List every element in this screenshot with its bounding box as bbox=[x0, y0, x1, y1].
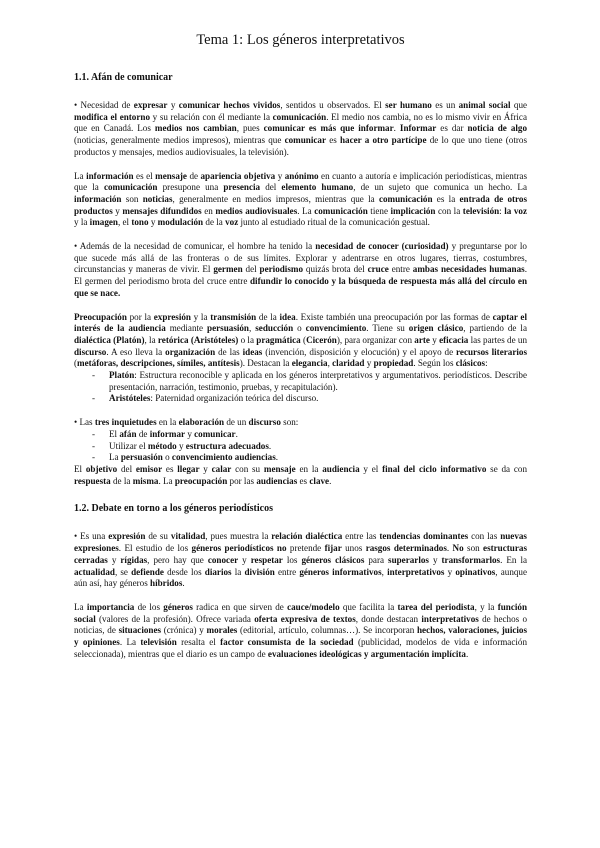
text-run: con su bbox=[231, 463, 264, 474]
bold-run: la voz bbox=[504, 205, 527, 216]
text-run: . Tiene su bbox=[366, 323, 409, 334]
bold-run: comunicar es más que informar bbox=[263, 123, 394, 134]
bold-run: discurso bbox=[74, 346, 107, 357]
bold-run: seducción bbox=[255, 323, 294, 334]
bold-run: nuevas expresiones bbox=[74, 531, 527, 554]
paragraph bbox=[74, 100, 527, 159]
bold-run: mensaje bbox=[263, 463, 296, 474]
bold-run: necesidad de conocer (curiosidad) bbox=[315, 241, 449, 252]
bold-run: comunicación bbox=[272, 111, 327, 122]
section-heading-2: 1.2. Debate en torno a los géneros periodísticos bbox=[74, 503, 273, 515]
text-run: o bbox=[293, 323, 306, 334]
text-run: : Paternidad organización teórica del discurso. bbox=[150, 393, 319, 404]
text-run: de los bbox=[134, 601, 164, 612]
text-run: se da con bbox=[486, 463, 528, 474]
text-run: La bbox=[74, 601, 87, 612]
text-run: y el bbox=[359, 463, 383, 474]
text-run: y su relación con él mediante la bbox=[150, 111, 273, 122]
list-item bbox=[74, 452, 527, 464]
document-title: Tema 1: Los géneros interpretativos bbox=[196, 32, 405, 48]
bold-run: noticias bbox=[142, 193, 173, 204]
bold-run: comunicación bbox=[314, 205, 368, 216]
text-run: Utilizar el bbox=[109, 440, 148, 451]
text-run: de un bbox=[224, 417, 249, 428]
bold-run: modulación bbox=[157, 217, 204, 228]
bold-run: Cicerón bbox=[306, 334, 337, 345]
text-run: de la bbox=[110, 475, 133, 486]
bold-run: expresión bbox=[153, 311, 191, 322]
text-run: • Necesidad de bbox=[74, 100, 134, 110]
bold-run: recursos literarios bbox=[456, 346, 527, 357]
text-run: o bbox=[162, 452, 172, 463]
text-run: unos bbox=[341, 543, 366, 554]
text-run: , aunque aún así, hay géneros bbox=[74, 566, 527, 589]
paragraph bbox=[74, 531, 527, 590]
bold-run: defiende bbox=[131, 566, 164, 577]
bold-run: tendencias dominantes bbox=[379, 531, 469, 542]
bold-run: mensajes difundidos bbox=[122, 205, 202, 216]
text-run: y bbox=[199, 463, 212, 474]
bold-run: televisión bbox=[462, 205, 500, 216]
text-run: , donde destacan bbox=[355, 613, 422, 624]
text-run: El bbox=[109, 428, 120, 439]
text-run: . La bbox=[297, 205, 315, 216]
bold-run: estructuras cerradas bbox=[74, 543, 527, 565]
bold-run: afán bbox=[119, 428, 137, 439]
bold-run: Informar bbox=[399, 123, 437, 134]
bold-run: imagen bbox=[89, 217, 118, 228]
text-run: de su bbox=[145, 531, 171, 542]
bold-run: interpretativos bbox=[421, 613, 479, 624]
text-run: en la bbox=[156, 417, 179, 428]
bold-run: comunicar hechos vividos bbox=[178, 100, 281, 110]
text-run: en cuanto a autoría e implicación periodísticas, mientras que la bbox=[74, 170, 527, 193]
bold-run: elaboración bbox=[178, 417, 225, 428]
bold-run: tres inquietudes bbox=[94, 417, 157, 428]
text-run: , el bbox=[117, 217, 132, 228]
text-run: y preguntarse por lo que sucede más allá de las fronteras o de sus límites. Explorar y adentrarse en otros lugares, tierras, costumbres, circunstancias y maneras de vivir. El bbox=[74, 241, 527, 275]
text-run: . bbox=[275, 452, 279, 463]
bold-run: idea bbox=[279, 311, 296, 322]
bold-run: convencimiento audiencias bbox=[171, 452, 276, 463]
text-run: es un bbox=[431, 100, 459, 110]
bold-run: comunicación bbox=[103, 182, 158, 193]
text-run: • Es una bbox=[74, 531, 109, 542]
text-run: : bbox=[499, 205, 505, 216]
text-run: . En la bbox=[500, 554, 528, 565]
bold-run: ambas necesidades humanas bbox=[412, 264, 525, 275]
bold-run: medios nos cambian bbox=[154, 123, 237, 134]
bold-run: cruce bbox=[367, 264, 389, 275]
text-run: , pues bbox=[236, 123, 264, 134]
text-run: que facilita la bbox=[339, 601, 398, 612]
bold-run: metáforas, descripciones, símiles, antítesis bbox=[77, 358, 240, 369]
text-run: . El medio nos cambia, no es lo mismo vivir en África que en Canadá. Los bbox=[74, 111, 527, 134]
bold-run: cauce/modelo bbox=[287, 601, 340, 612]
text-run: , bbox=[249, 323, 256, 334]
bold-run: comunicación bbox=[378, 193, 433, 204]
text-run: ( bbox=[74, 358, 78, 369]
text-run: (crónica) y bbox=[161, 625, 207, 636]
section-heading-1: 1.1. Afán de comunicar bbox=[74, 72, 173, 83]
text-run: pretende bbox=[286, 543, 325, 554]
text-run: es la bbox=[432, 193, 460, 204]
text-run: , pero hay que bbox=[147, 554, 208, 565]
bold-run: transmisión bbox=[210, 311, 257, 322]
bold-run: comunicar bbox=[284, 135, 327, 146]
text-run: La bbox=[74, 170, 87, 181]
text-run: las partes de un bbox=[468, 334, 528, 345]
bold-run: división bbox=[244, 566, 275, 577]
text-run: , pues muestra la bbox=[205, 531, 272, 542]
text-run: (editorial, artículo, columnas…). Se incorporan bbox=[237, 625, 417, 636]
text-run: , bbox=[327, 358, 333, 369]
text-run: y bbox=[167, 100, 179, 110]
bold-run: No bbox=[452, 543, 464, 554]
text-run: del bbox=[117, 463, 136, 474]
bold-run: voz bbox=[225, 217, 239, 228]
bold-run: transformarlos bbox=[441, 554, 501, 565]
bold-run: evaluaciones ideológicas y argumentación implícita bbox=[267, 648, 466, 659]
text-run: , partiendo de la bbox=[463, 323, 527, 334]
text-run: de la bbox=[256, 311, 280, 322]
text-run: y bbox=[107, 554, 121, 565]
text-run: la bbox=[231, 566, 245, 577]
bold-run: Aristóteles bbox=[109, 393, 151, 404]
bold-run: noticia de algo bbox=[467, 123, 528, 134]
text-run: y la bbox=[190, 311, 211, 322]
bold-run: mensaje bbox=[155, 170, 187, 181]
bold-run: oferta expresiva de textos bbox=[254, 613, 356, 624]
text-run: y bbox=[238, 554, 251, 565]
paragraph bbox=[74, 312, 527, 371]
text-run: en la bbox=[295, 463, 323, 474]
text-run: . El germen del periodismo brota del cruce entre bbox=[74, 264, 527, 287]
text-run: (invención, disposición y elocución) y el apoyo de bbox=[262, 346, 457, 357]
bold-run: preocupación bbox=[174, 475, 228, 486]
bold-run: modifica el entorno bbox=[74, 111, 150, 122]
bold-run: hacer a otro partícipe bbox=[339, 135, 427, 146]
bold-run: elemento humano bbox=[281, 182, 354, 193]
bold-run: híbridos bbox=[150, 578, 183, 589]
bold-run: convencimiento bbox=[305, 323, 367, 334]
text-run: de bbox=[186, 170, 201, 181]
text-run: . La bbox=[119, 637, 141, 648]
bold-run: propiedad bbox=[373, 358, 414, 369]
bold-run: final del ciclo informativo bbox=[382, 463, 487, 474]
text-run: y bbox=[176, 440, 186, 451]
bold-run: información bbox=[74, 193, 122, 204]
bold-run: retórica (Aristóteles) bbox=[157, 334, 239, 345]
bullet-list bbox=[74, 429, 527, 464]
text-run: (publicidad, modelos de vida e información seleccionada), mientras que el diario es un campo de bbox=[74, 637, 527, 659]
bold-run: persuasión bbox=[120, 452, 163, 463]
text-run: con las bbox=[468, 531, 501, 542]
bold-run: claridad bbox=[332, 358, 365, 369]
bold-run: rígidas bbox=[120, 554, 148, 565]
bold-run: dialéctica (Platón) bbox=[74, 334, 145, 345]
bold-run: tarea del periodista bbox=[397, 601, 475, 612]
bold-run: fijar bbox=[324, 543, 342, 554]
text-run: y bbox=[429, 334, 440, 345]
text-run: es bbox=[326, 135, 340, 146]
bold-run: respuesta bbox=[74, 475, 111, 486]
text-run: y bbox=[112, 205, 123, 216]
bold-run: difundir lo conocido y la búsqueda de respuesta más allá del círculo en que se nace. bbox=[74, 276, 528, 298]
text-run: son: bbox=[280, 417, 299, 428]
text-run: tiene bbox=[367, 205, 391, 216]
bold-run: germen bbox=[213, 264, 243, 275]
bold-run: anónimo bbox=[284, 170, 319, 181]
list-item bbox=[74, 370, 527, 393]
text-run: (noticias, generalmente medios impresos), mientras que bbox=[74, 135, 285, 146]
text-run: • Además de la necesidad de comunicar, el hombre ha tenido la bbox=[74, 241, 316, 252]
bold-run: arte bbox=[414, 334, 430, 345]
text-run: y bbox=[428, 554, 442, 565]
bold-run: apariencia objetiva bbox=[200, 170, 276, 181]
bold-run: objetivo bbox=[85, 463, 118, 474]
bold-run: medios audiovisuales bbox=[215, 205, 298, 216]
list-item bbox=[74, 393, 527, 405]
text-run: . bbox=[329, 475, 332, 486]
bold-run: periodismo bbox=[259, 264, 303, 275]
bold-run: organización bbox=[165, 346, 216, 357]
text-run: desde los bbox=[163, 566, 205, 577]
text-run: . La bbox=[158, 475, 175, 486]
bold-run: discurso bbox=[248, 417, 281, 428]
bold-run: captar el interés de la audiencia bbox=[74, 311, 527, 334]
paragraph bbox=[74, 417, 527, 429]
text-run: . A eso lleva la bbox=[106, 346, 166, 357]
paragraph bbox=[74, 464, 527, 487]
bold-run: implicación bbox=[390, 205, 436, 216]
text-run: mediante bbox=[165, 323, 208, 334]
text-run: es el bbox=[133, 170, 156, 181]
text-run: , generalmente en medios impresos, mientras que la bbox=[172, 193, 379, 204]
bold-run: audiencia bbox=[322, 463, 360, 474]
bullet-list bbox=[74, 370, 527, 405]
bold-run: situaciones bbox=[118, 625, 162, 636]
bold-run: géneros clásicos bbox=[301, 554, 365, 565]
bold-run: Preocupación bbox=[74, 311, 127, 322]
text-run: de las bbox=[215, 346, 243, 357]
text-run: es dar bbox=[436, 123, 468, 134]
text-run: . bbox=[393, 123, 400, 134]
text-run: del bbox=[242, 264, 260, 275]
text-run: para bbox=[364, 554, 389, 565]
paragraph bbox=[74, 602, 527, 661]
text-run: y la bbox=[74, 217, 90, 228]
document-page bbox=[74, 32, 527, 672]
text-run: , y la bbox=[474, 601, 498, 612]
text-run: resalta el bbox=[176, 637, 221, 648]
bold-run: rasgos determinados bbox=[365, 543, 447, 554]
bold-run: comunicar bbox=[194, 428, 236, 439]
bold-run: presencia bbox=[223, 182, 261, 193]
text-run: del bbox=[260, 182, 282, 193]
text-run: . El estudio de los bbox=[118, 543, 192, 554]
text-run: y bbox=[148, 217, 158, 228]
text-run: ). Destacan la bbox=[239, 358, 292, 369]
text-run: ), para organizar con bbox=[336, 334, 415, 345]
bold-run: emisor bbox=[135, 463, 163, 474]
text-run: en bbox=[201, 205, 216, 216]
text-run: ( bbox=[300, 334, 307, 345]
text-run: es bbox=[297, 475, 310, 486]
text-run: El bbox=[74, 463, 86, 474]
text-run: : Estructura reconocible y aplicada en los géneros interpretativos y argumentativos. periodísticos. Describe presentación, narración, testimonio, pruebas, y recapitulación). bbox=[109, 370, 527, 392]
bold-run: opinativos bbox=[455, 566, 496, 577]
bold-run: información bbox=[86, 170, 134, 181]
bold-run: diarios bbox=[204, 566, 232, 577]
bold-run: informar bbox=[149, 428, 186, 439]
text-run: entre bbox=[388, 264, 413, 275]
bold-run: relación dialéctica bbox=[271, 531, 343, 542]
bold-run: televisión bbox=[140, 637, 177, 648]
text-run: son bbox=[121, 193, 143, 204]
text-run: es bbox=[162, 463, 178, 474]
text-run: entre las bbox=[342, 531, 380, 542]
bold-run: hechos, valoraciones, juicios y opiniones bbox=[74, 625, 527, 648]
bold-run: función social bbox=[74, 601, 527, 624]
bold-run: calar bbox=[211, 463, 232, 474]
bold-run: expresión bbox=[108, 531, 146, 542]
text-run: de hechos o noticias, de bbox=[74, 613, 528, 636]
text-run: : bbox=[485, 358, 488, 369]
text-run: , se bbox=[114, 566, 132, 577]
bold-run: morales bbox=[206, 625, 238, 636]
bold-run: clásicos bbox=[455, 358, 486, 369]
text-run: , de un sujeto que comunica un hecho. La bbox=[353, 182, 527, 193]
list-item bbox=[74, 441, 527, 453]
bold-run: conocer bbox=[207, 554, 239, 565]
bold-run: elegancia bbox=[291, 358, 328, 369]
text-run: junto al estudiado ritual de la comunicación gestual. bbox=[238, 217, 430, 228]
text-run: . bbox=[182, 578, 185, 589]
text-run: presupone una bbox=[157, 182, 224, 193]
paragraph bbox=[74, 241, 527, 300]
text-run: (valores de la profesión). Ofrece variada bbox=[95, 613, 255, 624]
text-run: La bbox=[109, 452, 121, 463]
bold-run: animal social bbox=[458, 100, 511, 110]
paragraph bbox=[74, 171, 527, 230]
bold-run: tono bbox=[131, 217, 149, 228]
text-run: de lo que uno tiene (otros productos y mensajes, medios audiovisuales, la televisión). bbox=[74, 135, 527, 157]
text-run: de bbox=[136, 428, 150, 439]
text-run: . Existe también una preocupación por las formas de bbox=[295, 311, 493, 322]
text-run: • Las bbox=[74, 417, 95, 428]
text-run: . bbox=[465, 648, 469, 659]
text-run: que bbox=[510, 100, 528, 110]
text-run: . bbox=[268, 440, 272, 451]
text-run: son bbox=[463, 543, 484, 554]
text-run: . Según los bbox=[413, 358, 456, 369]
text-run: o la bbox=[238, 334, 257, 345]
list-item bbox=[74, 429, 527, 441]
bold-run: audiencias bbox=[256, 475, 298, 486]
bold-run: entrada de otros productos bbox=[74, 193, 528, 216]
text-run: quizás brota del bbox=[303, 264, 368, 275]
text-run: . bbox=[446, 543, 453, 554]
text-run: y bbox=[275, 170, 285, 181]
bold-run: pragmática bbox=[256, 334, 301, 345]
bold-run: expresar bbox=[133, 100, 168, 110]
bold-run: Platón bbox=[109, 370, 135, 381]
text-run: , sentidos u observados. El bbox=[280, 100, 386, 110]
bold-run: misma bbox=[132, 475, 159, 486]
bold-run: géneros bbox=[163, 601, 193, 612]
text-run: . bbox=[235, 428, 238, 439]
bold-run: importancia bbox=[86, 601, 135, 612]
text-run: de la bbox=[203, 217, 226, 228]
bold-run: géneros informativos bbox=[299, 566, 382, 577]
text-run: por la bbox=[126, 311, 154, 322]
text-run: , la bbox=[144, 334, 158, 345]
bold-run: clave bbox=[309, 475, 330, 486]
bold-run: factor consumista de la sociedad bbox=[220, 637, 354, 648]
text-run: y bbox=[444, 566, 456, 577]
text-run: por las bbox=[227, 475, 257, 486]
text-run: radica en que sirven de bbox=[192, 601, 288, 612]
bold-run: actualidad bbox=[74, 566, 115, 577]
bold-run: vitalidad bbox=[170, 531, 206, 542]
bold-run: origen clásico bbox=[408, 323, 464, 334]
bold-run: superarlos bbox=[388, 554, 429, 565]
bold-run: estructura adecuados bbox=[185, 440, 269, 451]
text-run: y bbox=[364, 358, 374, 369]
bold-run: respetar bbox=[250, 554, 283, 565]
bold-run: interpretativos bbox=[387, 566, 445, 577]
text-run: con la bbox=[435, 205, 463, 216]
text-run: los bbox=[282, 554, 302, 565]
bold-run: llegar bbox=[177, 463, 200, 474]
bold-run: método bbox=[147, 440, 177, 451]
bold-run: ideas bbox=[242, 346, 263, 357]
text-run: y bbox=[185, 428, 195, 439]
bold-run: ser humano bbox=[385, 100, 432, 110]
bold-run: eficacia bbox=[439, 334, 469, 345]
bold-run: persuasión bbox=[207, 323, 249, 334]
text-run: , bbox=[381, 566, 388, 577]
text-run: entre bbox=[274, 566, 300, 577]
bold-run: géneros periodísticos no bbox=[191, 543, 287, 554]
